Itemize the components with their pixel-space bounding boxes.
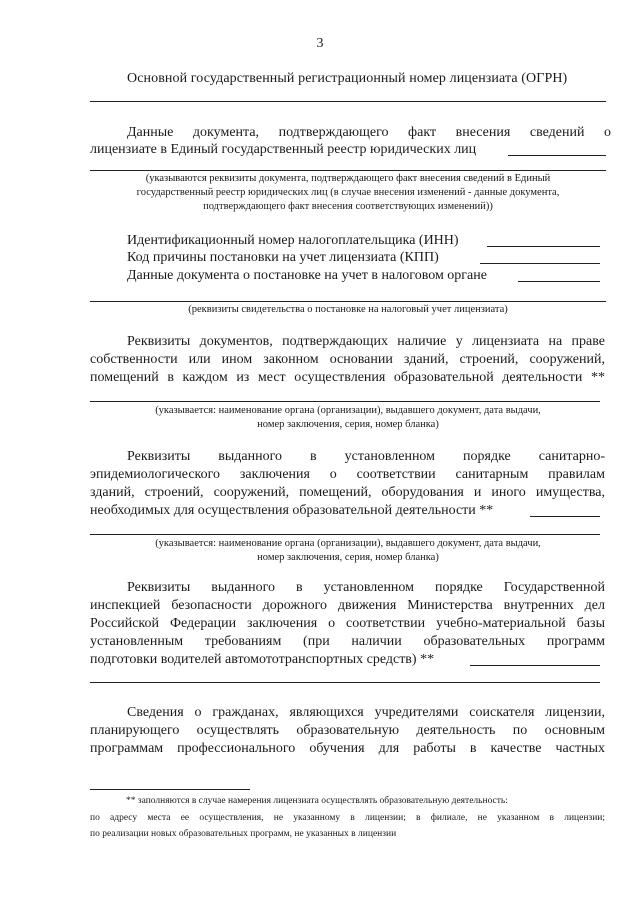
egrul-fill-line-short[interactable]	[508, 155, 606, 156]
tax-doc-fill-line[interactable]	[90, 301, 606, 302]
inn-fill-line[interactable]	[487, 246, 600, 247]
sanitary-hint-1: (указывается: наименование органа (организации), выдавшего документ, дата выдачи,	[155, 538, 541, 549]
egrul-hint-2: государственный реестр юридических лиц (в случае внесения изменений - данные документа,	[136, 187, 560, 198]
egrul-line-1: Данные документа, подтверждающего факт внесения сведений о	[127, 125, 611, 140]
founders-line-2: планирующего осуществлять образовательную деятельность по основным	[90, 723, 605, 738]
footnote-line-2: по адресу места ее осуществления, не указанному в лицензии; в филиале, не указанном в лицензии;	[90, 813, 605, 823]
ogrn-label: Основной государственный регистрационный номер лицензиата (ОГРН)	[127, 71, 568, 86]
premises-line-2: собственности или ином законном основании зданий, строений, сооружений,	[90, 352, 605, 367]
tax-doc-label: Данные документа о постановке на учет в налоговом органе	[127, 268, 487, 283]
premises-line-1: Реквизиты документов, подтверждающих наличие у лицензиата на праве	[127, 334, 605, 349]
sanitary-line-1: Реквизиты выданного в установленном порядке санитарно-	[127, 449, 605, 464]
kpp-label: Код причины постановки на учет лицензиата (КПП)	[127, 250, 439, 265]
sanitary-fill-line-short[interactable]	[530, 516, 600, 517]
sanitary-line-4: необходимых для осуществления образовательной деятельности **	[90, 503, 494, 518]
founders-line-3: программам профессионального обучения для работы в качестве частных	[90, 741, 605, 756]
tax-doc-fill-line-short[interactable]	[518, 281, 600, 282]
footnote-separator	[90, 789, 250, 790]
gibdd-line-5: подготовки водителей автомототранспортных средств) **	[90, 652, 435, 667]
inn-label: Идентификационный номер налогоплательщика (ИНН)	[127, 233, 459, 248]
sanitary-line-2: эпидемиологического заключения о соответствии санитарным правилам	[90, 467, 605, 482]
kpp-fill-line[interactable]	[480, 263, 600, 264]
gibdd-line-4: установленным требованиям (при наличии образовательных программ	[90, 634, 605, 649]
founders-line-1: Сведения о гражданах, являющихся учредителями соискателя лицензии,	[127, 705, 605, 720]
gibdd-fill-line[interactable]	[90, 682, 600, 683]
tax-hint: (реквизиты свидетельства о постановке на налоговый учет лицензиата)	[188, 304, 508, 315]
premises-hint-2: номер заключения, серия, номер бланка)	[257, 419, 439, 430]
egrul-hint-1: (указываются реквизиты документа, подтверждающего факт внесения сведений в Единый	[145, 173, 551, 184]
footnote-line-1: ** заполняются в случае намерения лицензиата осуществлять образовательную деятельность:	[126, 796, 508, 806]
egrul-hint-3: подтверждающего факт внесения соответствующих изменений))	[203, 201, 493, 212]
sanitary-line-3: зданий, строений, сооружений, помещений, оборудования и иного имущества,	[90, 485, 605, 500]
gibdd-line-2: инспекцией безопасности дорожного движения Министерства внутренних дел	[90, 598, 605, 613]
premises-hint-1: (указывается: наименование органа (организации), выдавшего документ, дата выдачи,	[155, 405, 541, 416]
egrul-line-2: лицензиате в Единый государственный реестр юридических лиц	[90, 142, 477, 157]
premises-line-3: помещений в каждом из мест осуществления образовательной деятельности **	[90, 370, 605, 385]
premises-fill-line[interactable]	[90, 401, 600, 402]
footnote-line-3: по реализации новых образовательных программ, не указанных в лицензии	[90, 829, 397, 839]
egrul-fill-line[interactable]	[90, 170, 606, 171]
gibdd-line-1: Реквизиты выданного в установленном порядке Государственной	[127, 580, 605, 595]
ogrn-fill-line[interactable]	[90, 101, 606, 102]
gibdd-fill-line-short[interactable]	[470, 665, 600, 666]
sanitary-hint-2: номер заключения, серия, номер бланка)	[257, 552, 439, 563]
gibdd-line-3: Российской Федерации заключения о соответствии учебно-материальной базы	[90, 616, 605, 631]
page-number: 3	[316, 36, 324, 51]
sanitary-fill-line[interactable]	[90, 534, 600, 535]
